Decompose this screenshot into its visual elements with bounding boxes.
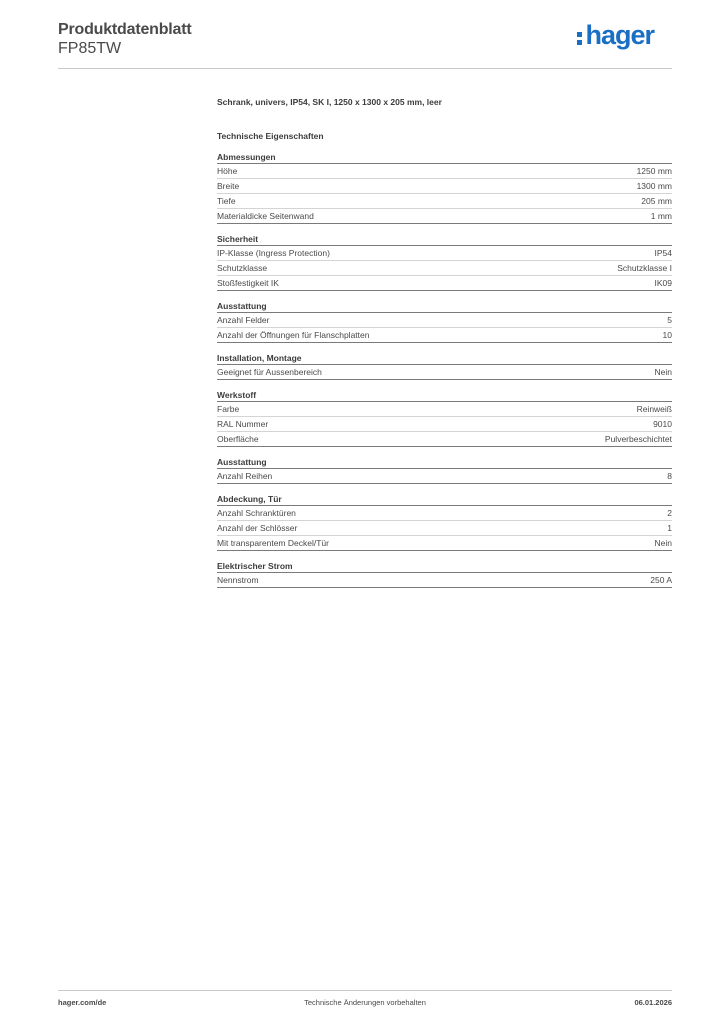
property-label: Mit transparentem Deckel/Tür — [217, 538, 329, 548]
property-label: Anzahl der Schlösser — [217, 523, 298, 533]
property-group — [217, 300, 672, 343]
datasheet-content — [217, 96, 672, 588]
property-value: 5 — [667, 315, 672, 325]
group-title: Installation, Montage — [217, 352, 672, 365]
property-value: 1250 mm — [636, 166, 672, 176]
property-row — [217, 365, 672, 380]
property-label: Tiefe — [217, 196, 236, 206]
property-label: Oberfläche — [217, 434, 259, 444]
property-value: Reinweiß — [636, 404, 672, 414]
property-row — [217, 194, 672, 209]
property-value: 8 — [667, 471, 672, 481]
property-value: 10 — [662, 330, 672, 340]
group-title: Sicherheit — [217, 233, 672, 246]
property-row — [217, 521, 672, 536]
property-group — [217, 456, 672, 484]
property-value: 1300 mm — [636, 181, 672, 191]
property-row — [217, 506, 672, 521]
logo-colon-icon — [577, 26, 584, 46]
property-row — [217, 469, 672, 484]
group-title: Ausstattung — [217, 456, 672, 469]
property-groups — [217, 151, 672, 588]
property-label: Stoßfestigkeit IK — [217, 278, 279, 288]
property-value: 250 A — [650, 575, 672, 585]
footer-date: 06.01.2026 — [634, 998, 672, 1007]
property-row — [217, 417, 672, 432]
property-label: RAL Nummer — [217, 419, 269, 429]
property-value: Nein — [654, 367, 672, 377]
property-value: Pulverbeschichtet — [604, 434, 672, 444]
property-value: IP54 — [654, 248, 672, 258]
property-row — [217, 246, 672, 261]
page-footer — [58, 998, 672, 1010]
property-group — [217, 151, 672, 224]
property-row — [217, 432, 672, 447]
property-group — [217, 389, 672, 447]
property-row — [217, 536, 672, 551]
product-code: FP85TW — [58, 40, 122, 57]
property-label: Anzahl Reihen — [217, 471, 273, 481]
property-value: IK09 — [654, 278, 672, 288]
property-label: Anzahl Felder — [217, 315, 270, 325]
property-value: Nein — [654, 538, 672, 548]
footer-website-link[interactable]: hager.com/de — [58, 998, 107, 1007]
property-label: IP-Klasse (Ingress Protection) — [217, 248, 330, 258]
property-row — [217, 402, 672, 417]
property-row — [217, 573, 672, 588]
group-title: Abmessungen — [217, 151, 672, 164]
property-row — [217, 276, 672, 291]
property-label: Schutzklasse — [217, 263, 268, 273]
section-heading: Technische Eigenschaften — [217, 131, 324, 141]
property-label: Geeignet für Aussenbereich — [217, 367, 322, 377]
property-value: 1 mm — [650, 211, 672, 221]
footer-notice: Technische Änderungen vorbehalten — [304, 998, 426, 1007]
property-group — [217, 493, 672, 551]
property-value: 205 mm — [641, 196, 672, 206]
property-label: Farbe — [217, 404, 240, 414]
property-value: Schutzklasse I — [617, 263, 672, 273]
group-title: Abdeckung, Tür — [217, 493, 672, 506]
group-title: Werkstoff — [217, 389, 672, 402]
group-title: Elektrischer Strom — [217, 560, 672, 573]
property-label: Materialdicke Seitenwand — [217, 211, 314, 221]
header-divider — [58, 68, 672, 69]
property-value: 2 — [667, 508, 672, 518]
property-group — [217, 233, 672, 291]
property-row — [217, 261, 672, 276]
hager-logo — [577, 20, 654, 50]
property-value: 1 — [667, 523, 672, 533]
property-value: 9010 — [653, 419, 672, 429]
property-row — [217, 328, 672, 343]
property-group — [217, 560, 672, 588]
property-label: Höhe — [217, 166, 238, 176]
footer-divider — [58, 990, 672, 991]
property-row — [217, 313, 672, 328]
group-title: Ausstattung — [217, 300, 672, 313]
property-label: Anzahl der Öffnungen für Flanschplatten — [217, 330, 370, 340]
logo-text: hager — [585, 20, 654, 50]
property-label: Nennstrom — [217, 575, 259, 585]
product-description: Schrank, univers, IP54, SK I, 1250 x 1300 x 205 mm, leer — [217, 97, 442, 107]
property-row — [217, 164, 672, 179]
page-header — [58, 20, 672, 70]
property-row — [217, 179, 672, 194]
property-row — [217, 209, 672, 224]
property-label: Breite — [217, 181, 240, 191]
document-title: Produktdatenblatt — [58, 21, 192, 38]
property-label: Anzahl Schranktüren — [217, 508, 296, 518]
property-group — [217, 352, 672, 380]
